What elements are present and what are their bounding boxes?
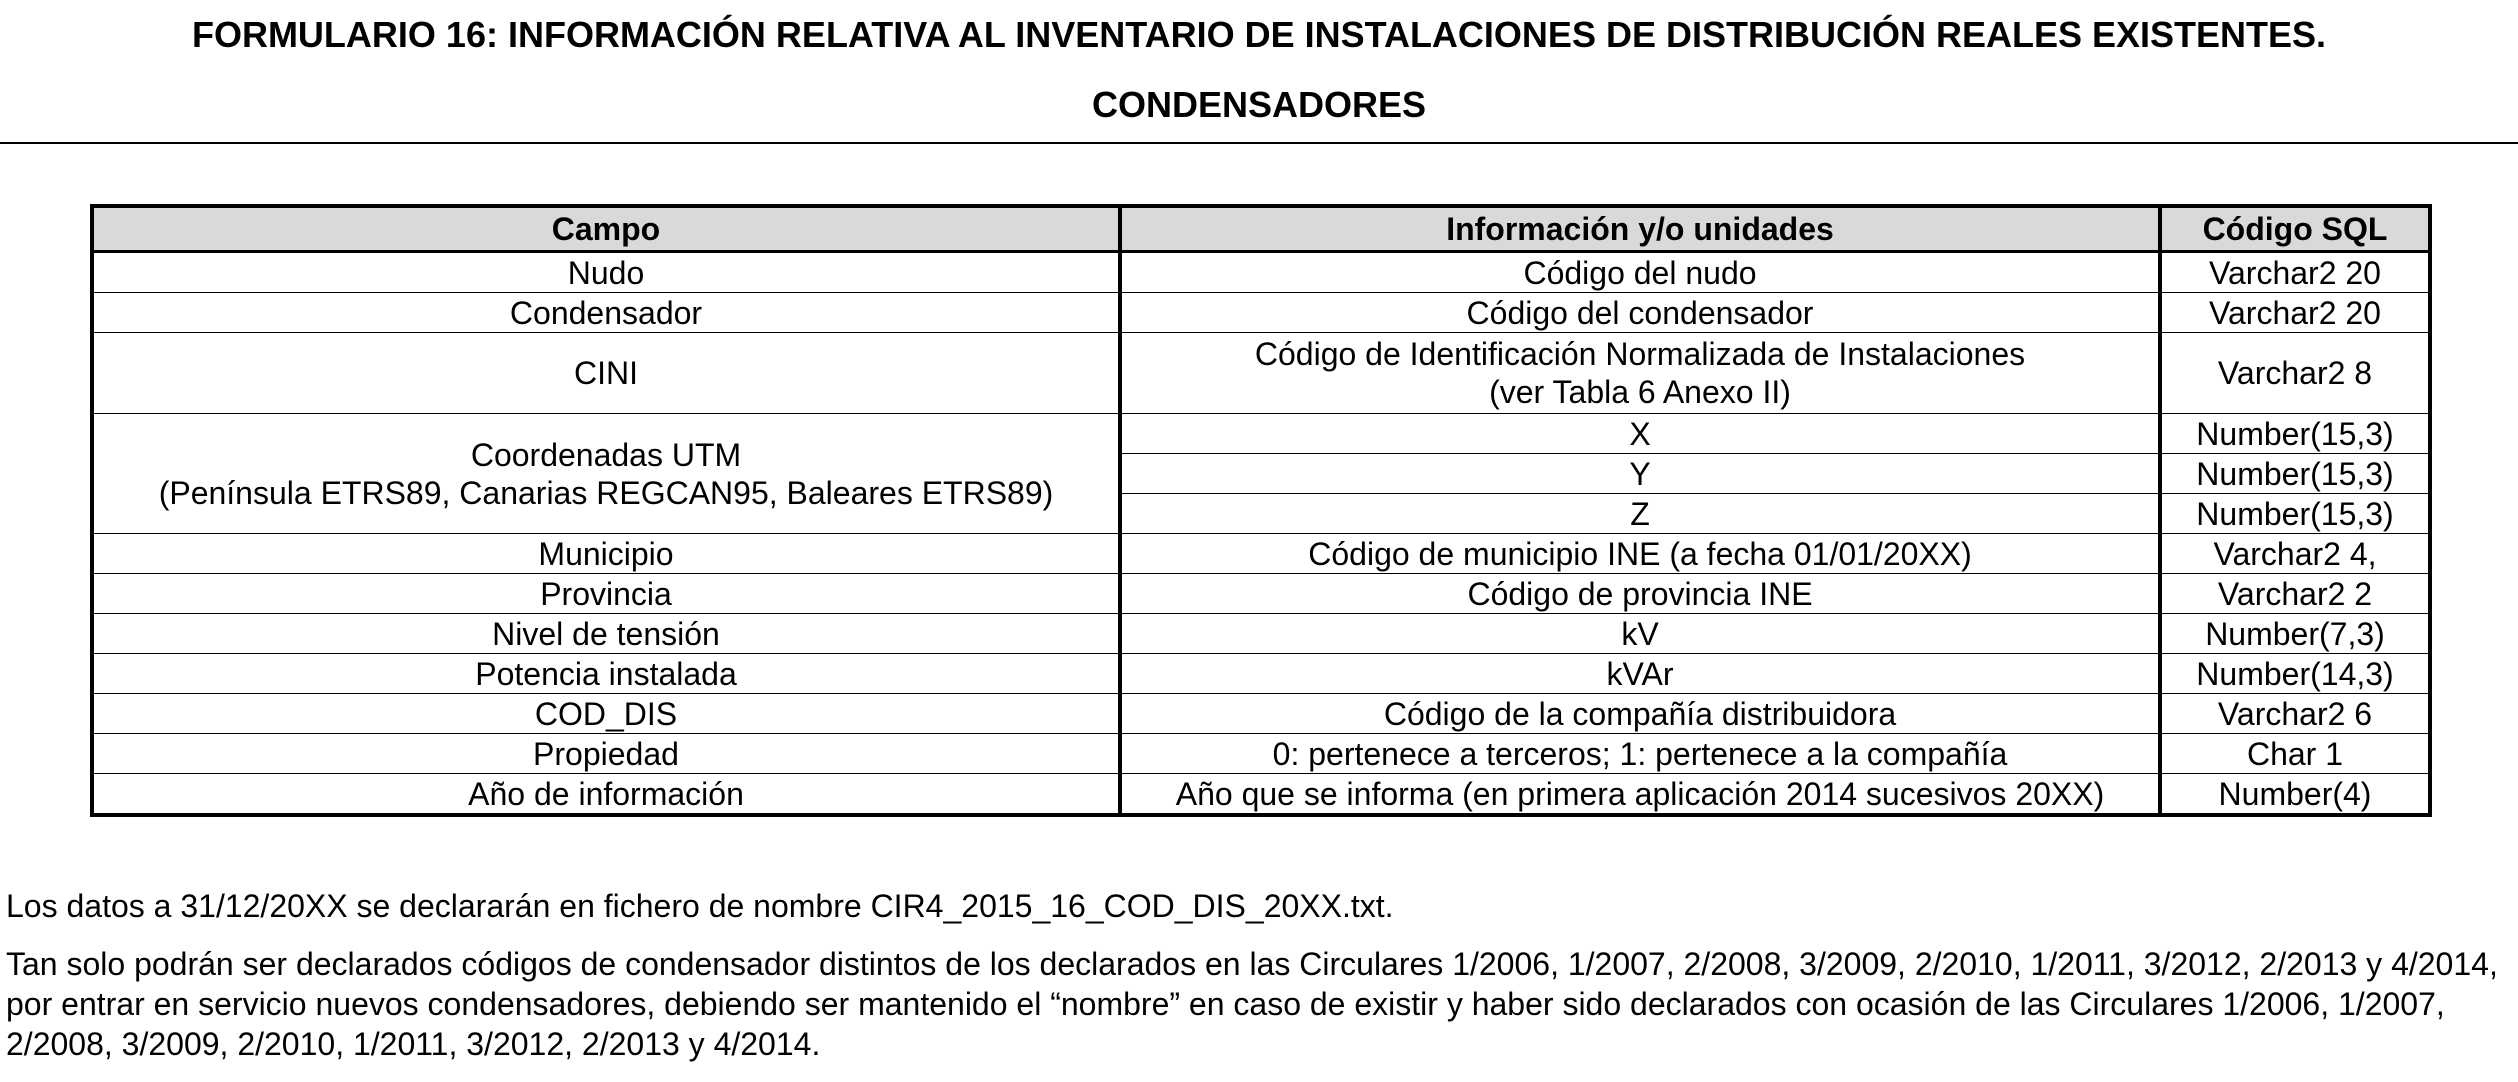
info-cell: kV: [1120, 614, 2160, 654]
sql-cell: Varchar2 2: [2160, 574, 2430, 614]
campo-cell: Nudo: [92, 252, 1120, 293]
note-filename: Los datos a 31/12/20XX se declararán en fichero de nombre CIR4_2015_16_COD_DIS_20XX.txt.: [6, 888, 1394, 924]
info-cell: Y: [1120, 454, 2160, 494]
info-cell: 0: pertenece a terceros; 1: pertenece a la compañía: [1120, 734, 2160, 774]
info-cell: X: [1120, 414, 2160, 454]
campo-cell: Propiedad: [92, 734, 1120, 774]
sql-cell: Number(7,3): [2160, 614, 2430, 654]
table-row: [92, 734, 2430, 774]
campo-cell: Año de información: [92, 774, 1120, 816]
table-row: [92, 614, 2430, 654]
header-informacion: Información y/o unidades: [1120, 206, 2160, 252]
sql-cell: Number(15,3): [2160, 494, 2430, 534]
info-cell: Código de provincia INE: [1120, 574, 2160, 614]
table-row: [92, 534, 2430, 574]
page-title: [0, 0, 2518, 140]
fields-table: [90, 204, 2432, 817]
sql-cell: Varchar2 20: [2160, 252, 2430, 293]
sql-cell: Number(15,3): [2160, 454, 2430, 494]
sql-cell: Varchar2 20: [2160, 293, 2430, 333]
info-line: Código de Identificación Normalizada de Instalaciones: [1254, 336, 2026, 372]
sql-cell: Number(15,3): [2160, 414, 2430, 454]
campo-cell: COD_DIS: [92, 694, 1120, 734]
sql-cell: Varchar2 4,: [2160, 534, 2430, 574]
info-cell: Código de municipio INE (a fecha 01/01/20XX): [1120, 534, 2160, 574]
sql-cell: Varchar2 6: [2160, 694, 2430, 734]
sql-cell: Number(4): [2160, 774, 2430, 816]
table-row: [92, 293, 2430, 333]
sql-cell: Char 1: [2160, 734, 2430, 774]
info-cell: Código de la compañía distribuidora: [1120, 694, 2160, 734]
table-row: [92, 654, 2430, 694]
campo-cell: Municipio: [92, 534, 1120, 574]
header-codigo-sql: Código SQL: [2160, 206, 2430, 252]
note-condensador-codes: Tan solo podrán ser declarados códigos de condensador distintos de los declarados en las Circulares 1/2006, 1/2007, 2/2008, 3/2009, 2/2010, 1/2011, 3/2012, 2/2013 y 4/2014, por entrar en servicio nuevos condensadores, debiendo ser mantenido el “nombre” en caso de existir y haber sido declarados con ocasión de las Circulares 1/2006, 1/2007, 2/2008, 3/2009, 2/2010, 1/2011, 3/2012, 2/2013 y 4/2014.: [6, 946, 2498, 1062]
info-cell: Código del condensador: [1120, 293, 2160, 333]
campo-line: (Península ETRS89, Canarias REGCAN95, Baleares ETRS89): [158, 474, 1054, 511]
info-cell: [1120, 333, 2160, 414]
campo-cell: Nivel de tensión: [92, 614, 1120, 654]
info-line: (ver Tabla 6 Anexo II): [1489, 374, 1791, 410]
info-cell: Z: [1120, 494, 2160, 534]
title-line-1: FORMULARIO 16: INFORMACIÓN RELATIVA AL INVENTARIO DE INSTALACIONES DE DISTRIBUCIÓN REALES EXISTENTES.: [191, 14, 2327, 55]
table-header-row: [92, 206, 2430, 252]
campo-cell: Provincia: [92, 574, 1120, 614]
title-line-2: CONDENSADORES: [1091, 84, 1427, 125]
table-row: [92, 252, 2430, 293]
campo-cell: Potencia instalada: [92, 654, 1120, 694]
info-cell: kVAr: [1120, 654, 2160, 694]
info-cell: Año que se informa (en primera aplicación 2014 sucesivos 20XX): [1120, 774, 2160, 816]
campo-cell: CINI: [92, 333, 1120, 414]
table-row: [92, 694, 2430, 734]
notes-section: [6, 886, 2512, 1082]
sql-cell: Number(14,3): [2160, 654, 2430, 694]
table-row: [92, 574, 2430, 614]
table-row: [92, 333, 2430, 414]
campo-line: Coordenadas UTM: [470, 436, 742, 473]
table-row: [92, 414, 2430, 454]
table-row: [92, 774, 2430, 816]
campo-cell-coordenadas: [92, 414, 1120, 534]
header-campo: Campo: [92, 206, 1120, 252]
title-divider: [0, 142, 2518, 144]
info-cell: Código del nudo: [1120, 252, 2160, 293]
sql-cell: Varchar2 8: [2160, 333, 2430, 414]
campo-cell: Condensador: [92, 293, 1120, 333]
